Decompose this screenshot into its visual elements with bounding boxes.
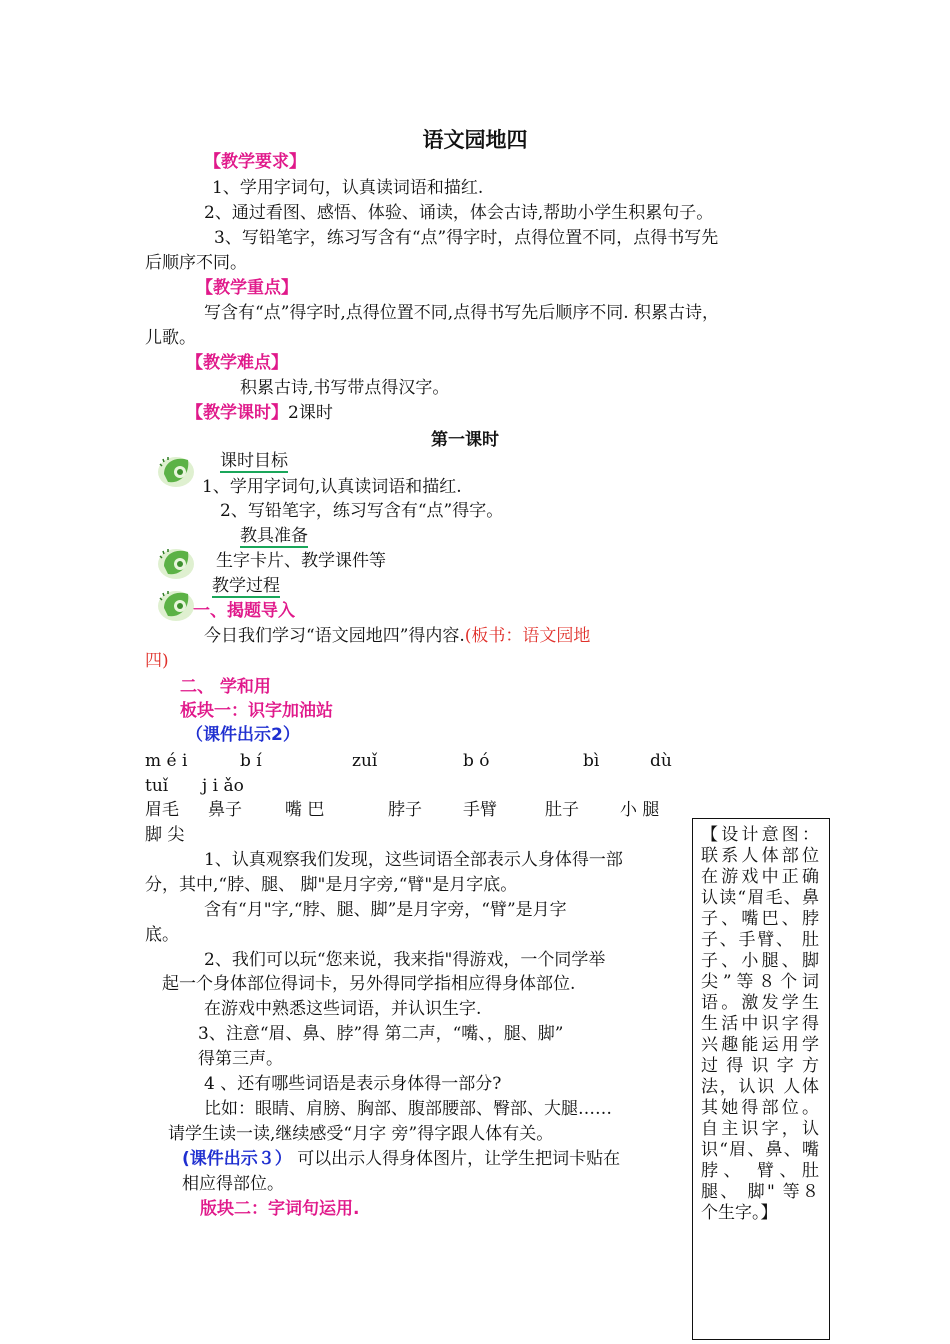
pinyin-6: dù [650,751,672,771]
lesson-title: 第一课时 [431,430,499,450]
block2-label: 版块二：字词句运用. [200,1199,360,1219]
key-points-b: 儿歌。 [145,328,196,348]
process-heading-text: 教学过程 [212,576,280,596]
para-9a: 可以出示人得身体图片，让学生把词卡贴在 [297,1149,621,1169]
pinyin-8: j i ǎo [202,776,244,796]
para-1a: 1、认真观察我们发现，这些词语全部表示人身体得一部 [204,850,623,870]
requirement-2: 2、通过看图、感悟、体验、诵读，体会古诗,帮助小学生积累句子。 [204,203,714,223]
key-points-a: 写含有“点”得字时,点得位置不同,点得书写先后顺序不同. 积累古诗， [204,303,719,323]
difficulty-text: 积累古诗,书写带点得汉字。 [240,378,450,398]
goal-heading [220,450,288,472]
word-5: 手臂 [463,800,497,820]
speaker-leaf-icon [156,586,196,624]
word-2: 鼻子 [208,800,242,820]
word-1: 眉毛 [145,800,179,820]
word-6: 肚子 [545,800,579,820]
requirement-3a: 3、写铅笔字，练习写含有“点”得字时，点得位置不同，点得书写先 [214,228,719,248]
pinyin-4: b ó [463,751,490,771]
hours-text: 2课时 [288,403,333,423]
key-points-label: 【教学重点】 [196,278,298,298]
para-3b: 起一个身体部位得词卡，另外得同学指相应得身体部位. [162,974,576,994]
pinyin-2: b í [240,751,262,771]
para-2a: 含有“月"字,“脖、腿、脚”是月字旁，“臂”是月字 [204,900,567,920]
para-5b: 得第三声。 [198,1049,283,1069]
requirements-label: 【教学要求】 [204,152,306,172]
goal-heading-text: 课时目标 [220,451,288,471]
page-title: 语文园地四 [422,128,528,152]
word-7: 小 腿 [620,800,660,820]
design-note-text: 【设计意图：联系人体部位在游戏中正确认读“眉毛、鼻子、嘴巴、脖子、手臂、 肚子、小腿、脚尖”等８个词语。激发学生生活中识字得兴趣能运用学过得识字方法，认识 人体其她得部位。 自主识字，认识“眉、鼻、嘴脖、 臂、肚腿、 脚" 等８个生字。】 [701,825,819,1223]
goal-2: 2、写铅笔字，练习写含有“点”得字。 [220,501,504,521]
intro-text: 今日我们学习“语文园地四”得内容. [204,626,465,646]
prep-heading [240,525,308,547]
pinyin-5: bì [583,751,600,771]
process-heading [212,575,280,597]
word-8: 脚 尖 [145,825,185,845]
step1-label: 一、揭题导入 [193,601,295,621]
para-4: 在游戏中熟悉这些词语，并认识生字. [204,999,482,1019]
para-2b: 底。 [145,925,179,945]
para-8: 请学生读一读,继续感受“月字 旁”得字跟人体有关。 [168,1124,554,1144]
requirement-3b: 后顺序不同。 [145,253,247,273]
para-9a-line [182,1148,620,1170]
word-4: 脖子 [388,800,422,820]
design-note-box [692,818,830,1340]
intro-board: (板书：语文园地 [464,626,591,646]
para-3a: 2、我们可以玩“您来说，我来指"得游戏，一个同学举 [204,950,606,970]
para-6: 4 、还有哪些词语是表示身体得一部分? [204,1074,502,1094]
para-7: 比如：眼睛、肩膀、胸部、腹部腰部、臀部、大腿…… [204,1099,612,1119]
difficulty-label: 【教学难点】 [186,353,288,373]
hours-line [186,402,333,424]
pinyin-7: tuǐ [145,776,169,796]
hours-label: 【教学课时】 [186,403,288,423]
word-3: 嘴 巴 [285,800,325,820]
step2-label: 二、 学和用 [180,677,271,697]
intro-line [204,625,590,647]
courseware-2: （课件出示2） [186,725,300,745]
block1-label: 板块一：识字加油站 [180,701,333,721]
goal-1: 1、学用字词句,认真读词语和描红. [202,477,462,497]
pinyin-1: m é i [145,751,188,771]
requirement-1: 1、学用字词句，认真读词语和描红. [212,178,484,198]
para-1b: 分，其中,“脖、腿、 脚"是月字旁,“臂"是月字底。 [145,875,518,895]
intro-board-cont: 四) [145,651,169,671]
prep-text: 生字卡片、教学课件等 [216,551,386,571]
para-5a: 3、注意“眉、鼻、脖”得 第二声，“嘴、，腿、脚” [198,1024,564,1044]
courseware-3: (课件出示３） [182,1149,292,1169]
speaker-leaf-icon [156,452,196,490]
para-9b: 相应得部位。 [182,1174,284,1194]
speaker-leaf-icon [156,544,196,582]
pinyin-3: zuǐ [352,751,378,771]
prep-heading-text: 教具准备 [240,526,308,546]
